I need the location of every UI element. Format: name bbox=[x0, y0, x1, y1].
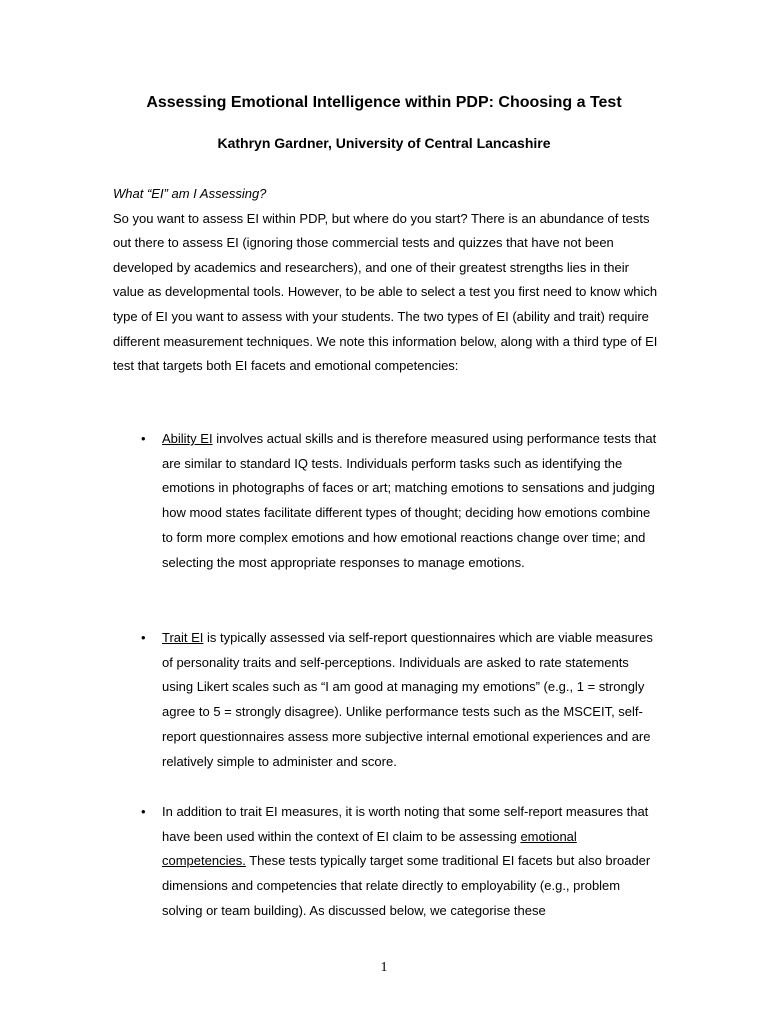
bullet-text: is typically assessed via self-report questionnaires which are viable measures of personality traits and self-perceptions. Individuals are asked to rate statements using Likert scales such as “I am good at managing my emotions” (e.g., 1 = strongly agree to 5 = strongly disagree). Unlike performance tests such as the MSCEIT, self-report questionnaires assess more subjective internal emotional experiences and are relatively simple to administer and score. bbox=[162, 630, 653, 769]
document-author: Kathryn Gardner, University of Central Lancashire bbox=[217, 135, 551, 151]
bullet-icon: • bbox=[141, 431, 146, 446]
section-heading: What “EI” am I Assessing? bbox=[113, 186, 267, 201]
term-emotional-competencies: emotional competencies. bbox=[162, 828, 577, 869]
bullet-icon: • bbox=[141, 804, 146, 819]
list-item bbox=[113, 427, 658, 575]
bullet-ability-ei bbox=[113, 427, 658, 575]
term-ability-ei: Ability EI bbox=[162, 431, 213, 446]
bullet-icon: • bbox=[141, 630, 146, 645]
bullet-text: These tests typically target some traditional EI facets but also broader dimensions and competencies that relate directly to employability (e.g., problem solving or team building). As discussed below, we categorise these bbox=[162, 853, 651, 918]
list-item bbox=[113, 626, 658, 774]
intro-paragraph: So you want to assess EI within PDP, but where do you start? There is an abundance of tests out there to assess EI (ignoring those commercial tests and quizzes that have not been developed by academics and researchers), and one of their greatest strengths lies in their value as developmental tools. However, to be able to select a test you first need to know which type of EI you want to assess with your students. The two types of EI (ability and trait) require different measurement techniques. We note this information below, along with a third type of EI test that targets both EI facets and emotional competencies: bbox=[113, 210, 658, 374]
intro-section bbox=[113, 182, 658, 379]
bullet-trait-ei bbox=[113, 626, 658, 774]
list-item bbox=[113, 800, 658, 924]
bullet-lead-text: In addition to trait EI measures, it is worth noting that some self-report measures that have been used within the context of EI claim to be assessing bbox=[162, 804, 649, 844]
bullet-emotional-competencies bbox=[113, 800, 658, 924]
page-number: 1 bbox=[380, 960, 388, 975]
document-title: Assessing Emotional Intelligence within PDP: Choosing a Test bbox=[146, 94, 622, 111]
bullet-text: involves actual skills and is therefore measured using performance tests that are similar to standard IQ tests. Individuals perform tasks such as identifying the emotions in photographs of faces or art; matching emotions to sensations and judging how mood states facilitate different types of thought; deciding how emotions combine to form more complex emotions and how emotional reactions change over time; and selecting the most appropriate responses to manage emotions. bbox=[162, 431, 657, 570]
term-trait-ei: Trait EI bbox=[162, 630, 204, 645]
